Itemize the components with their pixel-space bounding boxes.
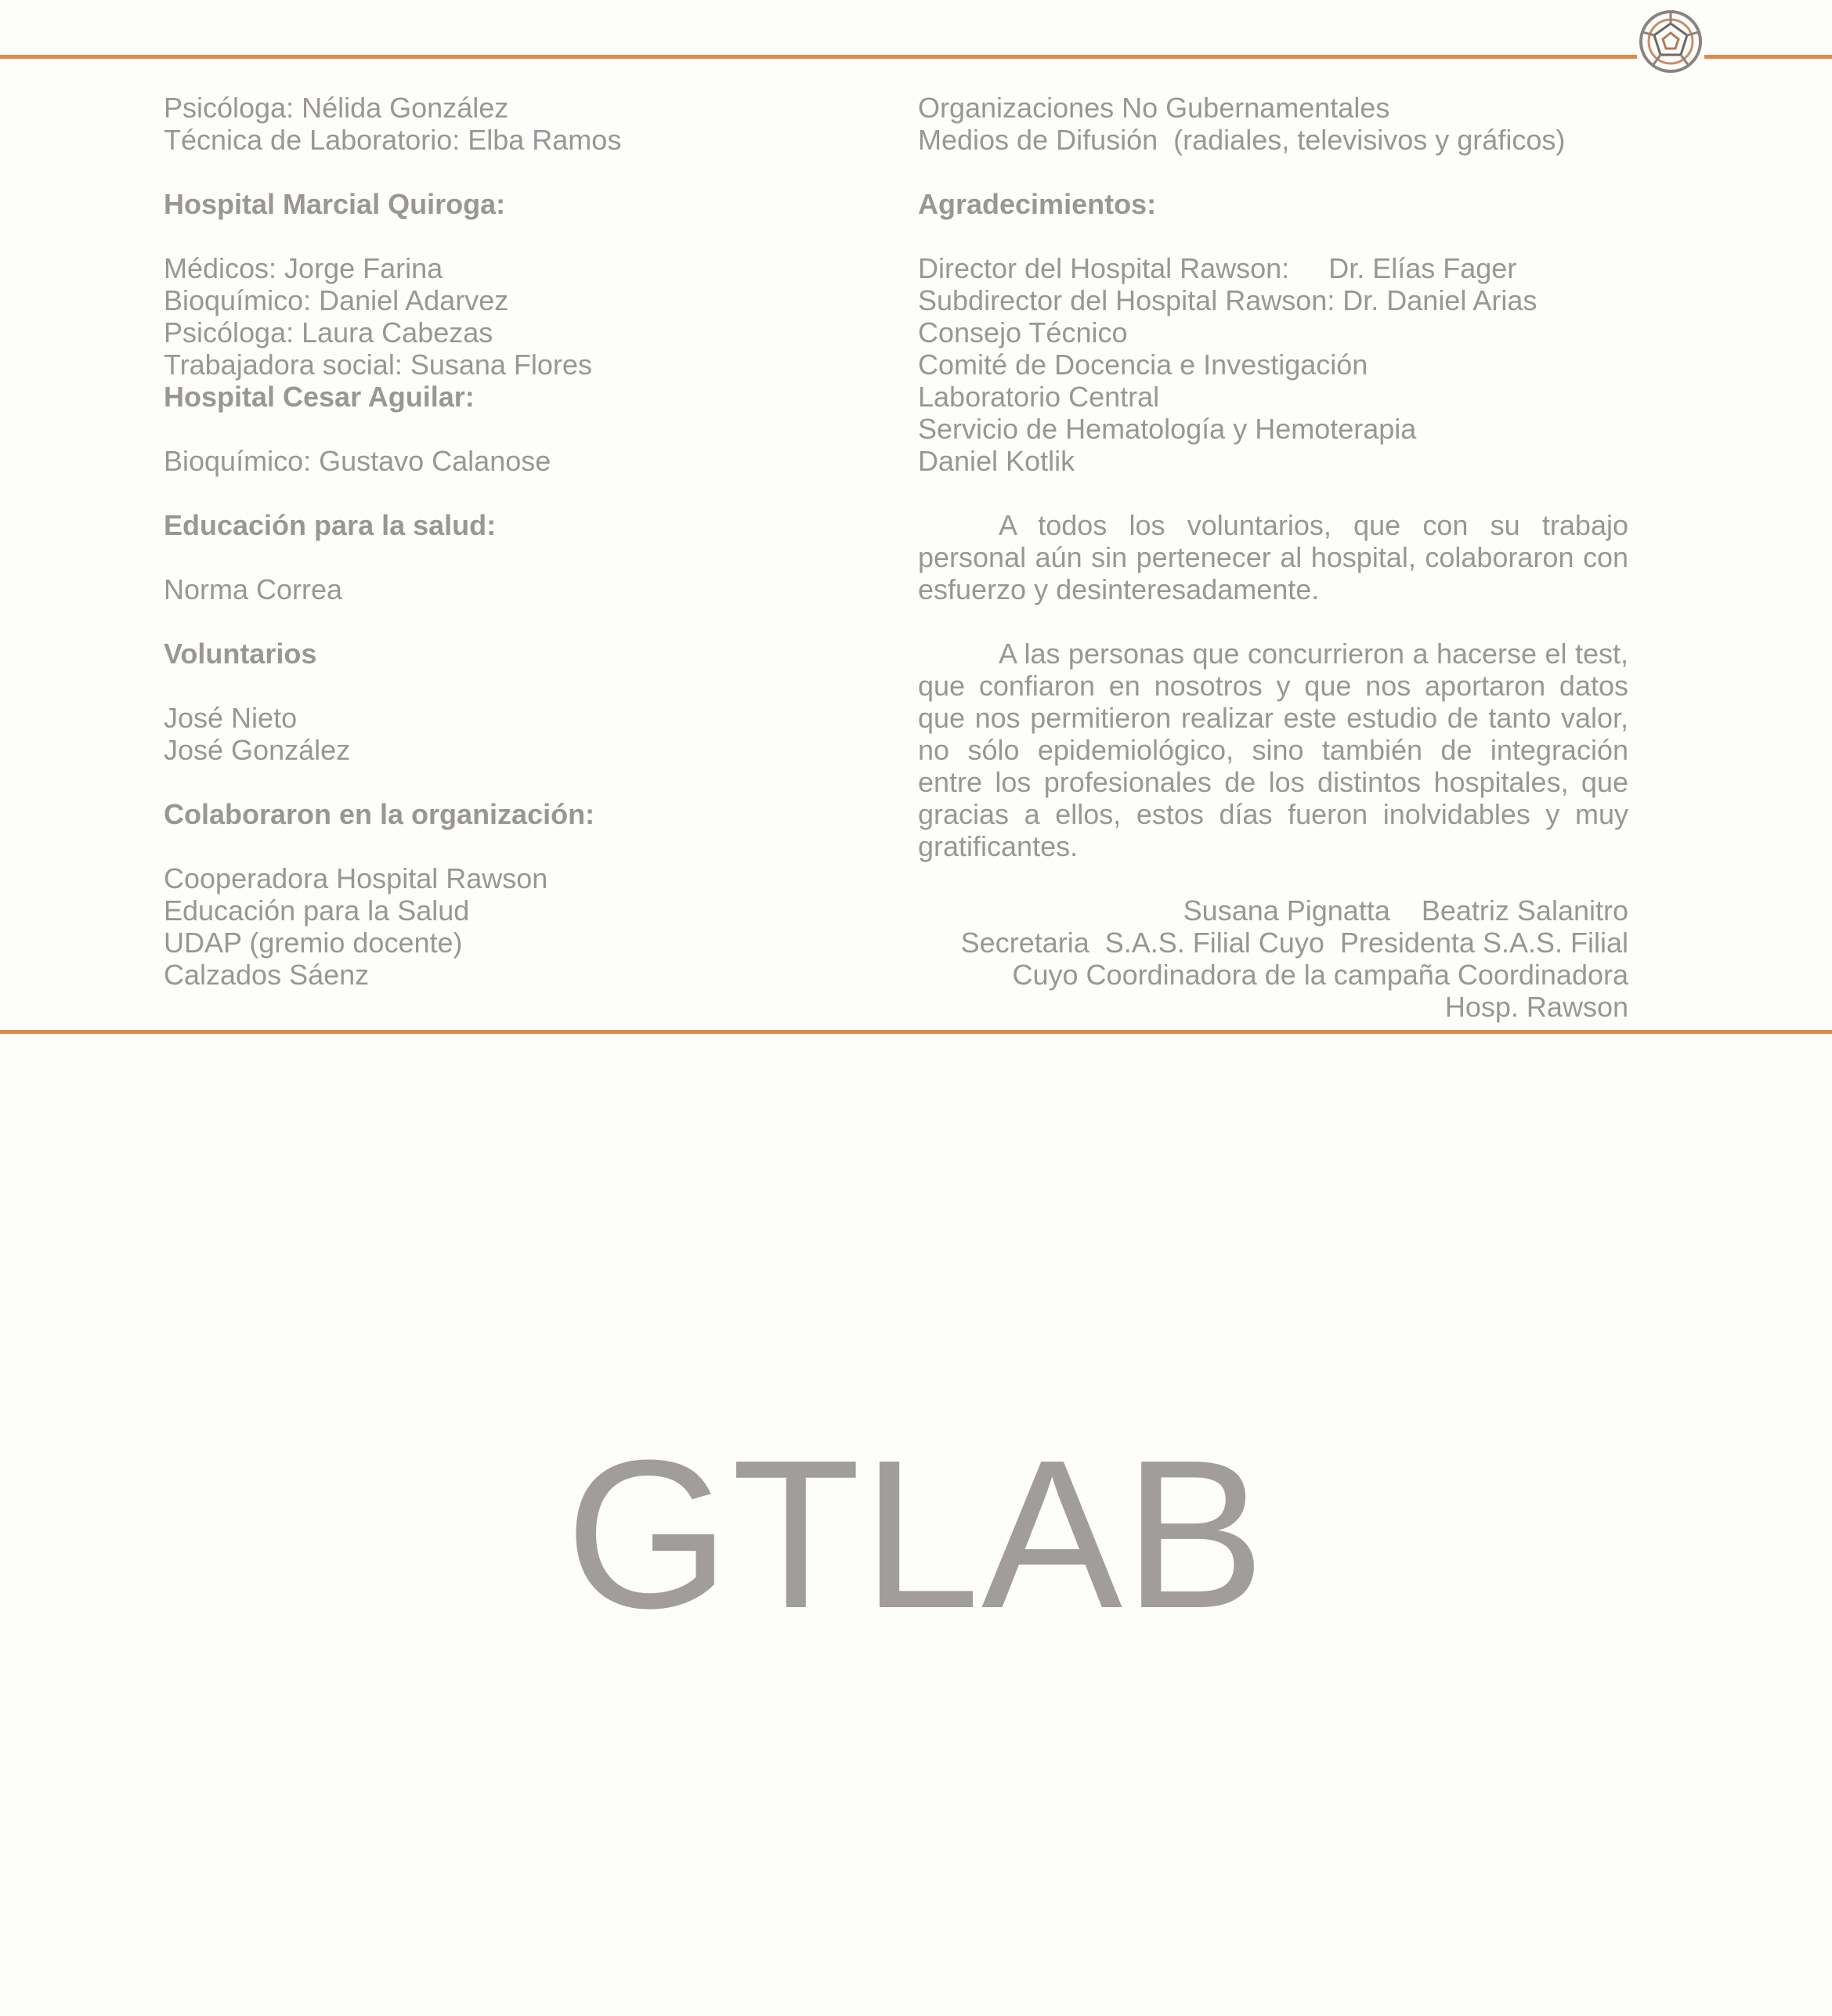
credit-line: Psicóloga: Laura Cabezas <box>164 316 493 349</box>
signature-line: Hosp. Rawson <box>1444 991 1628 1023</box>
section-heading-voluntarios: Voluntarios <box>164 638 317 670</box>
acknowledgement-line: Subdirector del Hospital Rawson: Dr. Daniel Arias <box>918 284 1538 316</box>
brand-wordmark: GTLAB <box>565 1417 1267 1653</box>
credit-line: Educación para la Salud <box>164 894 470 927</box>
thanks-volunteers-paragraph: A todos los voluntarios, que con su trabajo personal aún sin pertenecer al hospital, colaboraron con esfuerzo y desinteresadamente. <box>918 509 1628 605</box>
credit-line: Psicóloga: Nélida González <box>164 92 509 124</box>
section-heading-educacion: Educación para la salud: <box>164 509 497 541</box>
section-heading-agradecimientos: Agradecimientos: <box>918 188 1157 220</box>
top-divider <box>0 55 1832 59</box>
fullerene-molecule-icon <box>1637 8 1704 75</box>
credit-line: Calzados Sáenz <box>164 959 370 991</box>
credit-line: Organizaciones No Gubernamentales <box>918 92 1390 124</box>
credit-line: Médicos: Jorge Farina <box>164 252 443 284</box>
section-heading-cesar-aguilar: Hospital Cesar Aguilar: <box>164 381 475 413</box>
signature-line: Cuyo Coordinadora de la campaña Coordinadora <box>1012 959 1628 991</box>
section-heading-colaboraron: Colaboraron en la organización: <box>164 798 595 830</box>
signature-line: Secretaria S.A.S. Filial Cuyo Presidenta S.A.S. Filial <box>960 927 1628 959</box>
credit-line: Cooperadora Hospital Rawson <box>164 862 548 894</box>
section-heading-marcial-quiroga: Hospital Marcial Quiroga: <box>164 188 506 220</box>
credit-line: Bioquímico: Gustavo Calanose <box>164 445 551 477</box>
signature-block <box>918 894 1628 1023</box>
credit-line: Técnica de Laboratorio: Elba Ramos <box>164 124 622 156</box>
acknowledgement-line: Laboratorio Central <box>918 381 1160 413</box>
signature-line: Susana Pignatta Beatriz Salanitro <box>1183 894 1628 927</box>
credit-line: José González <box>164 734 351 766</box>
acknowledgement-line: Consejo Técnico <box>918 316 1128 349</box>
credit-line: José Nieto <box>164 702 298 734</box>
credit-line: UDAP (gremio docente) <box>164 927 463 959</box>
credit-line: Trabajadora social: Susana Flores <box>164 349 592 381</box>
credit-line: Medios de Difusión (radiales, televisivos y gráficos) <box>918 124 1566 156</box>
acknowledgement-line: Servicio de Hematología y Hemoterapia <box>918 413 1417 445</box>
credit-line: Bioquímico: Daniel Adarvez <box>164 284 509 316</box>
acknowledgement-line: Daniel Kotlik <box>918 445 1075 477</box>
acknowledgement-line: Director del Hospital Rawson: Dr. Elías Fager <box>918 252 1517 284</box>
credit-line: Norma Correa <box>164 573 343 605</box>
right-column <box>918 92 1628 1023</box>
thanks-participants-paragraph: A las personas que concurrieron a hacerse el test, que confiaron en nosotros y que nos aportaron datos que nos permitieron realizar este estudio de tanto valor, no sólo epidemiológico, sino también de integración entre los profesionales de los distintos hospitales, que gracias a ellos, estos días fueron inolvidables y muy gratificantes. <box>918 638 1628 862</box>
bottom-divider <box>0 1030 1832 1034</box>
left-column <box>164 92 869 991</box>
acknowledgement-line: Comité de Docencia e Investigación <box>918 349 1368 381</box>
